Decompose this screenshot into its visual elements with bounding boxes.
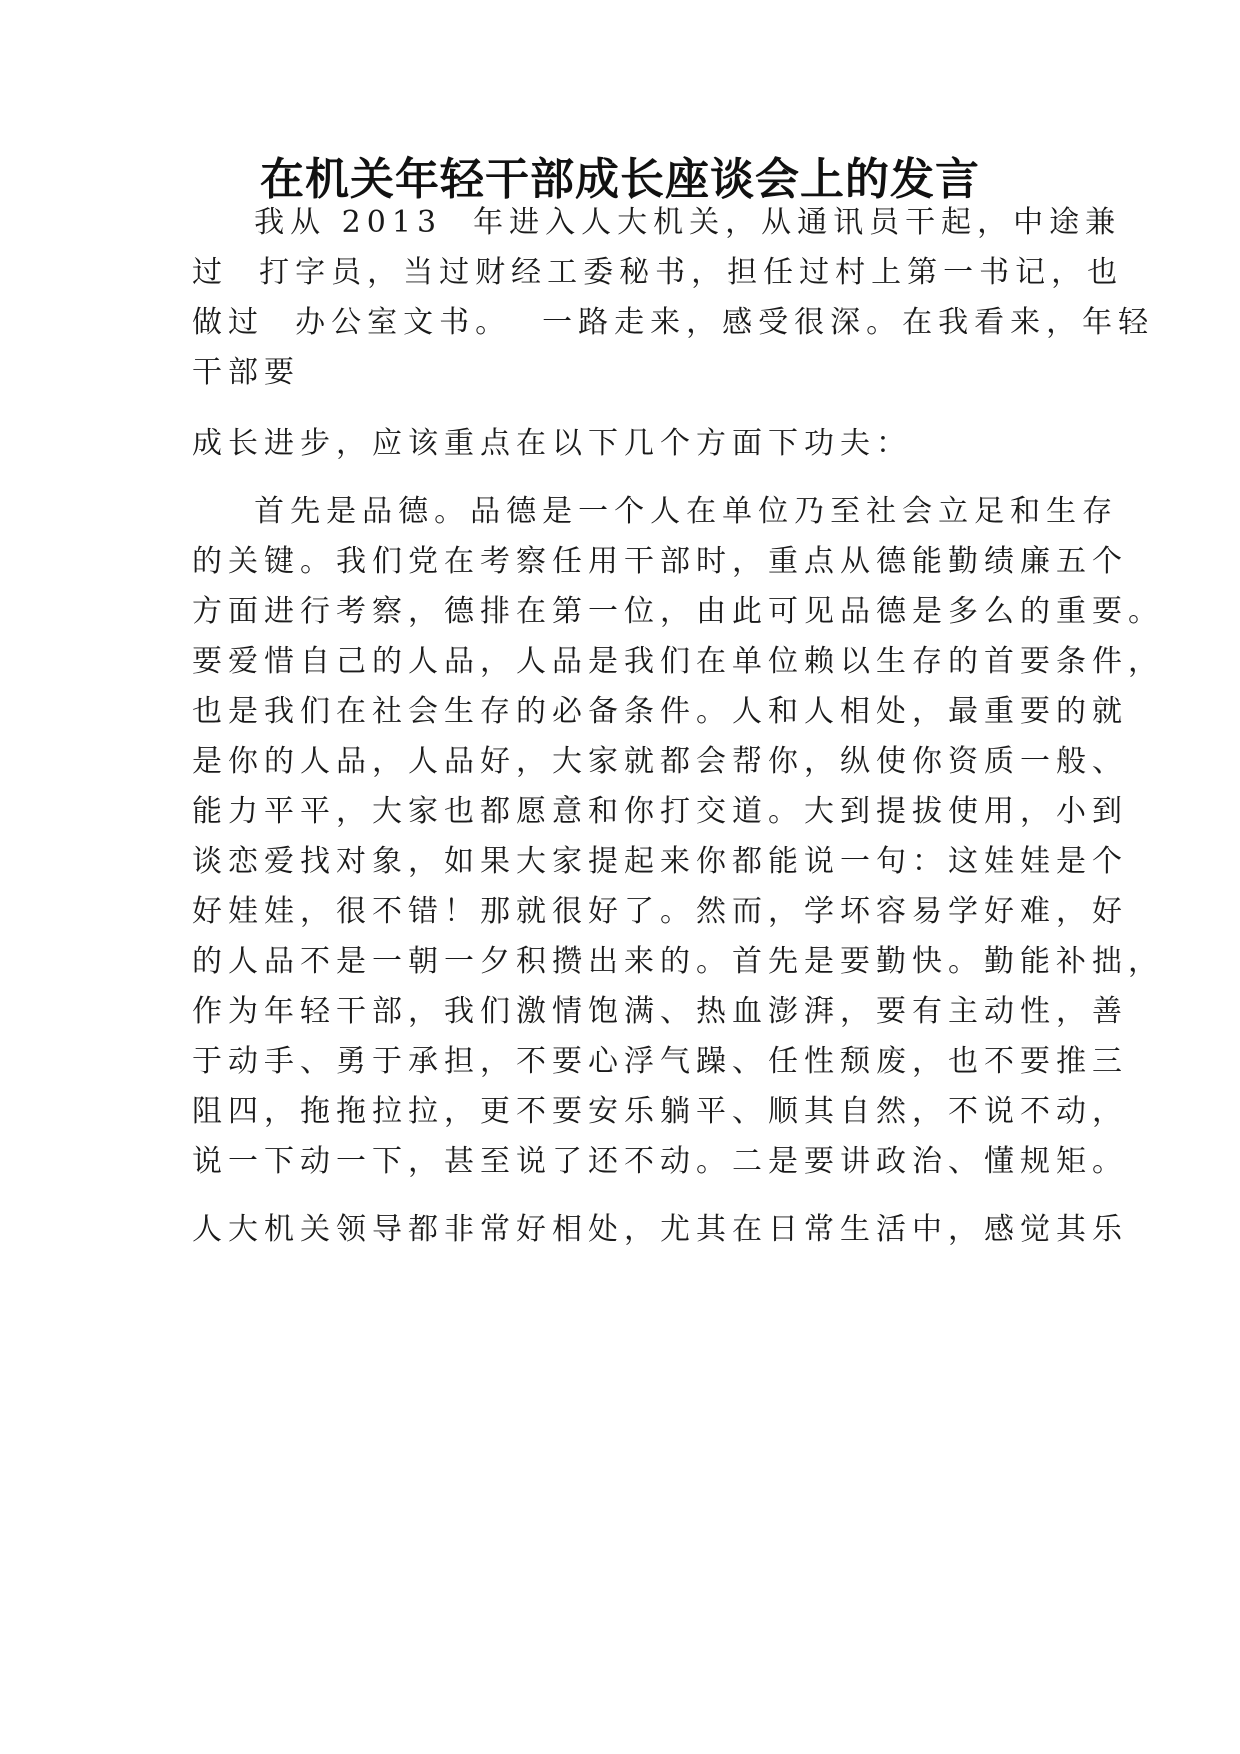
paragraph-3-line-10: 的人品不是一朝一夕积攒出来的。首先是要勤快。勤能补拙， [192, 944, 1164, 979]
paragraph-3-line-2: 的关键。我们党在考察任用干部时，重点从德能勤绩廉五个 [192, 544, 1128, 579]
paragraph-2-line-1: 成长进步，应该重点在以下几个方面下功夫： [192, 426, 912, 461]
paragraph-3-line-5: 也是我们在社会生存的必备条件。人和人相处，最重要的就 [192, 694, 1128, 729]
paragraph-3-line-8: 谈恋爱找对象，如果大家提起来你都能说一句：这娃娃是个 [192, 844, 1128, 879]
paragraph-1-line-2: 过 打字员，当过财经工委秘书，担任过村上第一书记，也 [192, 255, 1124, 290]
paragraph-3-line-4: 要爱惜自己的人品，人品是我们在单位赖以生存的首要条件， [192, 644, 1164, 679]
paragraph-3-line-11: 作为年轻干部，我们激情饱满、热血澎湃，要有主动性，善 [192, 994, 1128, 1029]
paragraph-1-line-1: 我从 2013 年进入人大机关，从通讯员干起，中途兼 [192, 205, 1122, 240]
paragraph-3-line-6: 是你的人品，人品好，大家就都会帮你，纵使你资质一般、 [192, 744, 1128, 779]
document-title: 在机关年轻干部成长座谈会上的发言 [260, 154, 980, 205]
paragraph-3-line-3: 方面进行考察，德排在第一位，由此可见品德是多么的重要。 [192, 594, 1164, 629]
paragraph-3-line-9: 好娃娃，很不错！那就很好了。然而，学坏容易学好难，好 [192, 894, 1128, 929]
paragraph-4-line-1: 人大机关领导都非常好相处，尤其在日常生活中，感觉其乐 [192, 1212, 1128, 1247]
paragraph-3-line-1: 首先是品德。品德是一个人在单位乃至社会立足和生存 [192, 494, 1119, 529]
paragraph-3-line-14: 说一下动一下，甚至说了还不动。二是要讲政治、懂规矩。 [192, 1144, 1128, 1179]
paragraph-3-line-13: 阻四，拖拖拉拉，更不要安乐躺平、顺其自然，不说不动， [192, 1094, 1128, 1129]
paragraph-1-line-3: 做过 办公室文书。 一路走来，感受很深。在我看来，年轻 [192, 305, 1155, 340]
paragraph-3-line-7: 能力平平，大家也都愿意和你打交道。大到提拔使用，小到 [192, 794, 1128, 829]
paragraph-3-line-12: 于动手、勇于承担，不要心浮气躁、任性颓废，也不要推三 [192, 1044, 1128, 1079]
paragraph-1-line-4: 干部要 [192, 355, 300, 390]
